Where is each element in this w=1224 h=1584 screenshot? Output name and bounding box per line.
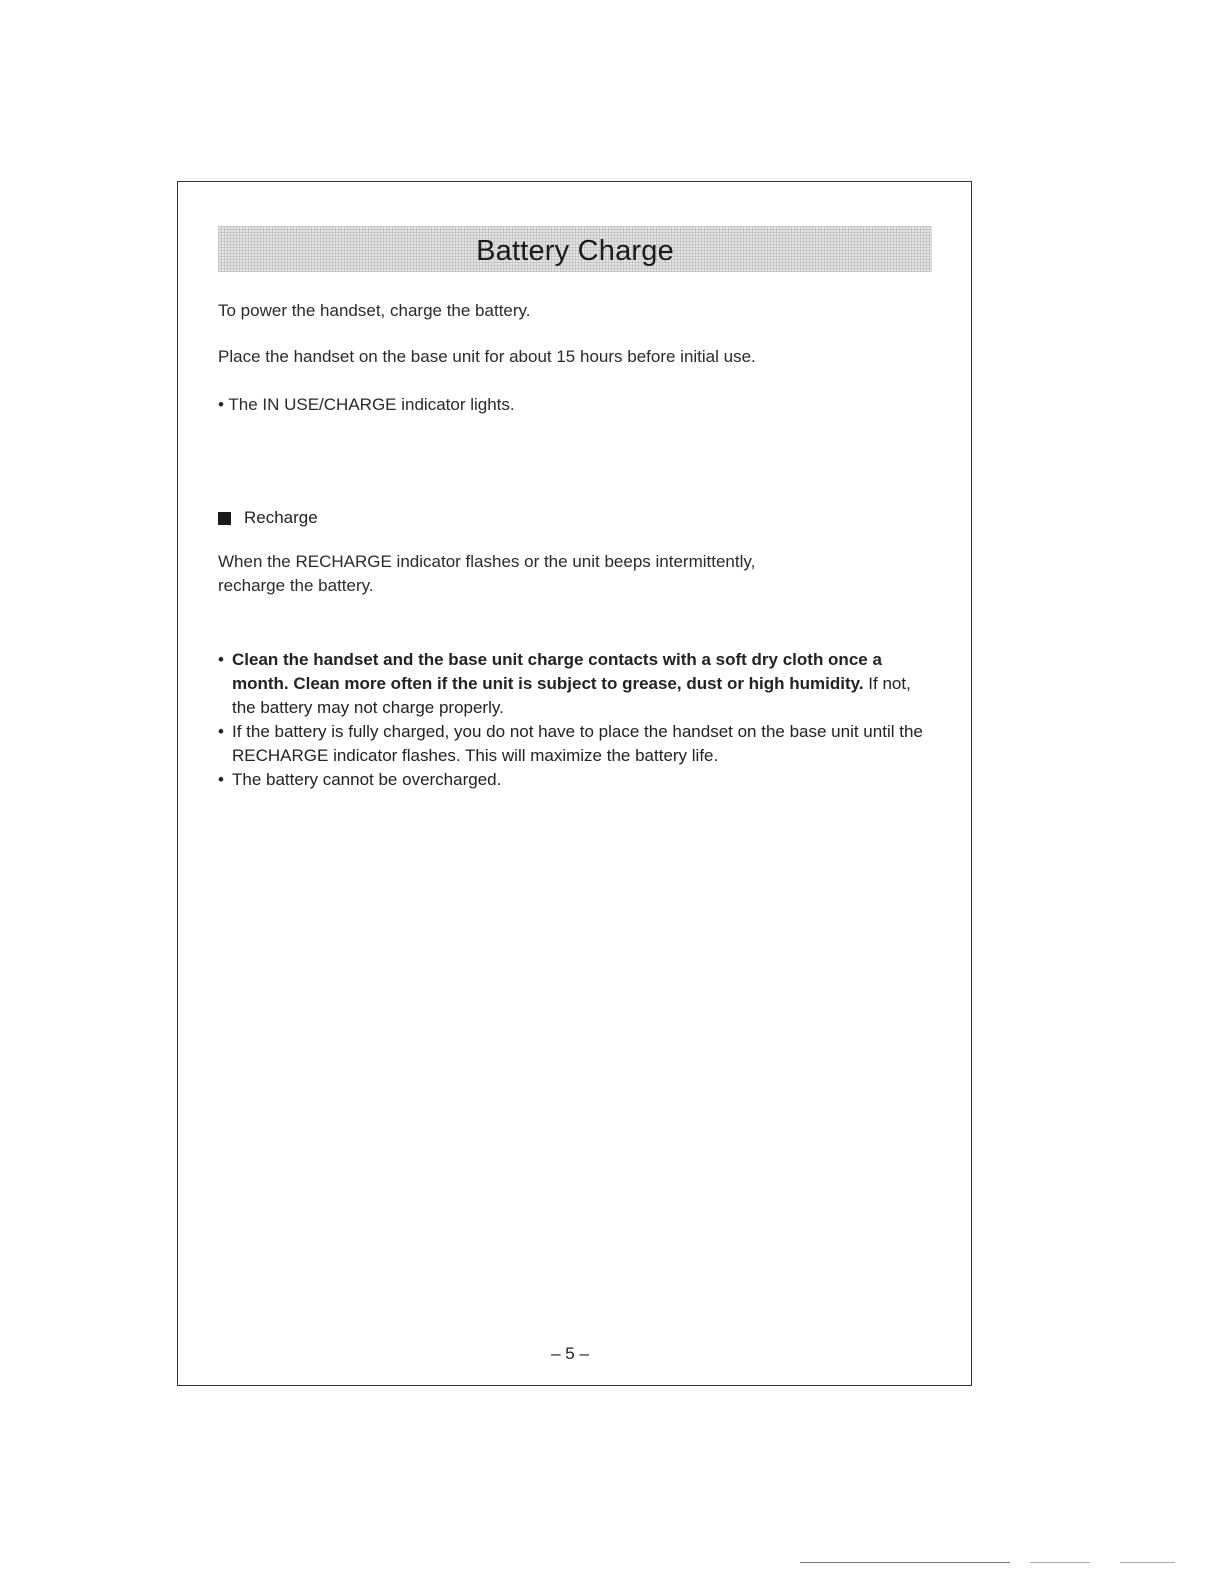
note-bold-text: Clean the handset and the base unit charge contacts with a soft dry cloth once a month. Clean more often if the unit is subject to grease, dust or high humidity. xyxy=(232,650,882,693)
note-text: The battery cannot be overcharged. xyxy=(232,770,502,789)
note-text: If the battery is fully charged, you do not have to place the handset on the base unit until the RECHARGE indicator flashes. This will maximize the battery life. xyxy=(232,722,923,765)
note-item xyxy=(218,648,938,720)
note-item xyxy=(218,720,938,768)
note-item xyxy=(218,768,938,792)
note-text: If not, the battery may not charge properly. xyxy=(232,674,911,717)
scan-artifact-line xyxy=(800,1562,1010,1563)
intro-line-1: To power the handset, charge the battery. xyxy=(218,301,531,320)
black-square-icon xyxy=(218,512,231,525)
intro-line-2: Place the handset on the base unit for about 15 hours before initial use. xyxy=(218,347,756,366)
recharge-text-line-2: recharge the battery. xyxy=(218,576,374,595)
page-number: – 5 – xyxy=(551,1344,589,1363)
page-title: Battery Charge xyxy=(476,234,674,267)
recharge-heading xyxy=(218,508,318,528)
scan-artifact-line xyxy=(1120,1562,1175,1563)
notes-list xyxy=(218,648,938,792)
recharge-heading-label: Recharge xyxy=(244,508,318,527)
title-banner xyxy=(218,226,932,272)
scan-artifact-line xyxy=(1030,1562,1090,1563)
intro-bullet: • The IN USE/CHARGE indicator lights. xyxy=(218,395,515,414)
recharge-text-line-1: When the RECHARGE indicator flashes or the unit beeps intermittently, xyxy=(218,552,756,571)
